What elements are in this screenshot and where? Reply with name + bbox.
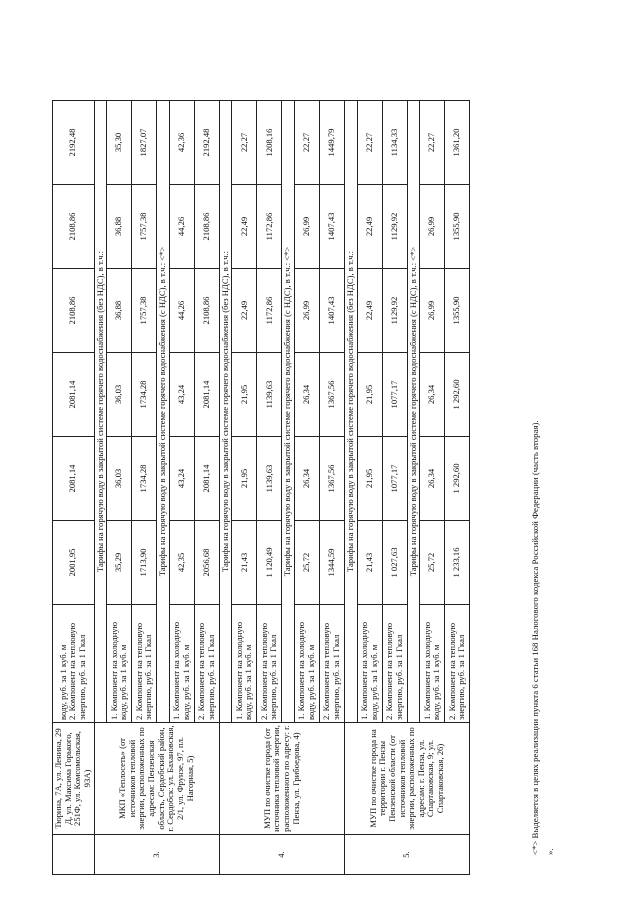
value-cell: 1449,79 — [320, 101, 345, 185]
value-cell: 1172,86 — [257, 269, 282, 353]
value-cell: 36,03 — [107, 353, 132, 437]
component-cell: 1. Компонент на холодную воду, руб. за 1 куб. м — [107, 605, 132, 723]
section-header-row — [219, 101, 232, 875]
value-cell: 21,95 — [232, 437, 257, 521]
value-cell: 1734,28 — [132, 437, 157, 521]
value-cell: 1355,90 — [445, 269, 470, 353]
value-cell: 21,43 — [357, 521, 382, 605]
value-cell: 2081,14 — [194, 437, 219, 521]
row-number-cell: 3. — [94, 835, 219, 875]
component-cell: 2. Компонент на тепловую энергию, руб. за 1 Гкал — [445, 605, 470, 723]
value-cell: 1129,92 — [382, 269, 407, 353]
value-cell: 22,27 — [420, 101, 445, 185]
component-cell: 1. Компонент на холодную воду, руб. за 1 куб. м — [232, 605, 257, 723]
value-cell: 2081,14 — [53, 437, 95, 521]
value-cell: 26,34 — [295, 353, 320, 437]
value-cell: 26,99 — [295, 269, 320, 353]
value-cell: 1361,20 — [445, 101, 470, 185]
value-cell: 22,27 — [295, 101, 320, 185]
value-cell: 22,27 — [357, 101, 382, 185]
value-cell: 1077,17 — [382, 437, 407, 521]
section-header-cell: Тарифы на горячую воду в закрытой системе горячего водоснабжения (с НДС), в т.ч.: <*> — [282, 101, 295, 723]
value-cell: 25,72 — [420, 521, 445, 605]
section-header-cell: Тарифы на горячую воду в закрытой системе горячего водоснабжения (с НДС), в т.ч.: <*> — [407, 101, 420, 723]
value-cell: 1129,92 — [382, 185, 407, 269]
value-cell: 42,35 — [169, 521, 194, 605]
component-cell: воду, руб. за 1 куб. м 2. Компонент на тепловую энергию, руб. за 1 Гкал — [53, 605, 95, 723]
value-cell: 35,29 — [107, 521, 132, 605]
value-cell: 43,24 — [169, 353, 194, 437]
value-cell: 2081,14 — [53, 353, 95, 437]
component-cell: 2. Компонент на тепловую энергию, руб. за 1 Гкал — [194, 605, 219, 723]
value-cell: 26,99 — [420, 185, 445, 269]
value-cell: 44,26 — [169, 185, 194, 269]
section-header-cell: Тарифы на горячую воду в закрытой системе горячего водоснабжения (без НДС), в т.ч.: — [94, 101, 107, 723]
value-cell: 1367,56 — [320, 437, 345, 521]
value-cell: 36,88 — [107, 185, 132, 269]
component-cell: 1. Компонент на холодную воду, руб. за 1 куб. м — [169, 605, 194, 723]
value-cell: 26,34 — [420, 437, 445, 521]
value-cell: 43,24 — [169, 437, 194, 521]
value-cell: 1 027,63 — [382, 521, 407, 605]
value-cell: 2108,86 — [53, 185, 95, 269]
value-cell: 35,30 — [107, 101, 132, 185]
value-cell: 26,34 — [420, 353, 445, 437]
component-cell: 1. Компонент на холодную воду, руб. за 1 куб. м — [420, 605, 445, 723]
value-cell: 22,49 — [232, 269, 257, 353]
value-cell: 1 233,16 — [445, 521, 470, 605]
value-cell: 1139,63 — [257, 437, 282, 521]
value-cell: 26,99 — [420, 269, 445, 353]
value-cell: 36,03 — [107, 437, 132, 521]
section-header-row — [94, 101, 107, 875]
value-cell: 2081,14 — [194, 353, 219, 437]
row-number-cell — [53, 835, 95, 875]
value-cell: 22,49 — [357, 185, 382, 269]
value-cell: 1757,38 — [132, 185, 157, 269]
section-header-cell: Тарифы на горячую воду в закрытой системе горячего водоснабжения (с НДС), в т.ч.: <*> — [157, 101, 170, 723]
value-cell: 2108,86 — [53, 269, 95, 353]
row-number-cell: 5. — [345, 835, 470, 875]
value-cell: 2001,95 — [53, 521, 95, 605]
value-cell: 2056,68 — [194, 521, 219, 605]
value-cell: 44,26 — [169, 269, 194, 353]
value-cell: 1 292,60 — [445, 353, 470, 437]
value-cell: 1 292,60 — [445, 437, 470, 521]
value-cell: 1344,59 — [320, 521, 345, 605]
component-cell: 2. Компонент на тепловую энергию, руб. за 1 Гкал — [132, 605, 157, 723]
tariff-table-body — [53, 101, 470, 875]
value-cell: 2192,48 — [194, 101, 219, 185]
value-cell: 1713,90 — [132, 521, 157, 605]
value-cell: 1139,63 — [257, 353, 282, 437]
value-cell: 22,49 — [357, 269, 382, 353]
value-cell: 1407,43 — [320, 269, 345, 353]
value-cell: 1734,28 — [132, 353, 157, 437]
value-cell: 1 120,49 — [257, 521, 282, 605]
value-cell: 21,95 — [232, 353, 257, 437]
component-cell: 2. Компонент на тепловую энергию, руб. за 1 Гкал — [257, 605, 282, 723]
value-cell: 42,36 — [169, 101, 194, 185]
org-cell: МУП по очистке города на территории г. Пензы Пензенской области (от источников тепловой энергии, расположенных по адресам: г. Пенза, ул. Спартаковская, 9; ул. Спартаковская, 26) — [345, 723, 470, 835]
value-cell: 22,49 — [232, 185, 257, 269]
tariff-table — [52, 100, 470, 875]
org-cell: МКП «Теплосеть» (от источников тепловой энергии, расположенных по адресам: Пензенская область, Сердобский район, г. Сердобск: ул. Бахановская, 2/1, ул. Фрунзе, 97, пл. Нагорная, 5) — [94, 723, 219, 835]
value-cell: 1134,33 — [382, 101, 407, 185]
footnote: <*> Выделяется в целях реализации пункта 6 статьи 168 Налогового кодекса Российской Федерации (часть вторая). — [530, 420, 540, 855]
component-cell: 2. Компонент на тепловую энергию, руб. за 1 Гкал — [320, 605, 345, 723]
value-cell: 26,99 — [295, 185, 320, 269]
component-cell: 2. Компонент на тепловую энергию, руб. за 1 Гкал — [382, 605, 407, 723]
component-cell: 1. Компонент на холодную воду, руб. за 1 куб. м — [295, 605, 320, 723]
value-cell: 1757,38 — [132, 269, 157, 353]
value-cell: 1172,86 — [257, 185, 282, 269]
value-cell: 2192,48 — [53, 101, 95, 185]
value-cell: 2108,86 — [194, 185, 219, 269]
value-cell: 1407,43 — [320, 185, 345, 269]
value-cell: 1077,17 — [382, 353, 407, 437]
value-cell: 25,72 — [295, 521, 320, 605]
value-cell: 21,95 — [357, 353, 382, 437]
section-header-cell: Тарифы на горячую воду в закрытой системе горячего водоснабжения (без НДС), в т.ч.: — [345, 101, 358, 723]
value-cell: 1208,16 — [257, 101, 282, 185]
section-header-row — [345, 101, 358, 875]
value-cell: 22,27 — [232, 101, 257, 185]
org-cell: МУП по очистке города (от источника тепловой энергии, расположенного по адресу: г. Пенза, ул. Грибоедова, 4) — [219, 723, 344, 835]
value-cell: 21,43 — [232, 521, 257, 605]
section-header-cell: Тарифы на горячую воду в закрытой системе горячего водоснабжения (без НДС), в т.ч.: — [219, 101, 232, 723]
component-cell: 1. Компонент на холодную воду, руб. за 1 куб. м — [357, 605, 382, 723]
value-cell: 1355,90 — [445, 185, 470, 269]
value-cell: 21,95 — [357, 437, 382, 521]
value-cell: 2108,86 — [194, 269, 219, 353]
table-row — [53, 101, 95, 875]
value-cell: 36,88 — [107, 269, 132, 353]
value-cell: 1367,56 — [320, 353, 345, 437]
closing-mark: ». — [545, 848, 555, 855]
org-address-cell: Тюрина, 7А, ул. Ленина, 29 Д, ул. Максима Горького, 251Ф, ул. Комсомольская, 93А) — [53, 723, 95, 835]
value-cell: 26,34 — [295, 437, 320, 521]
value-cell: 1827,07 — [132, 101, 157, 185]
row-number-cell: 4. — [219, 835, 344, 875]
